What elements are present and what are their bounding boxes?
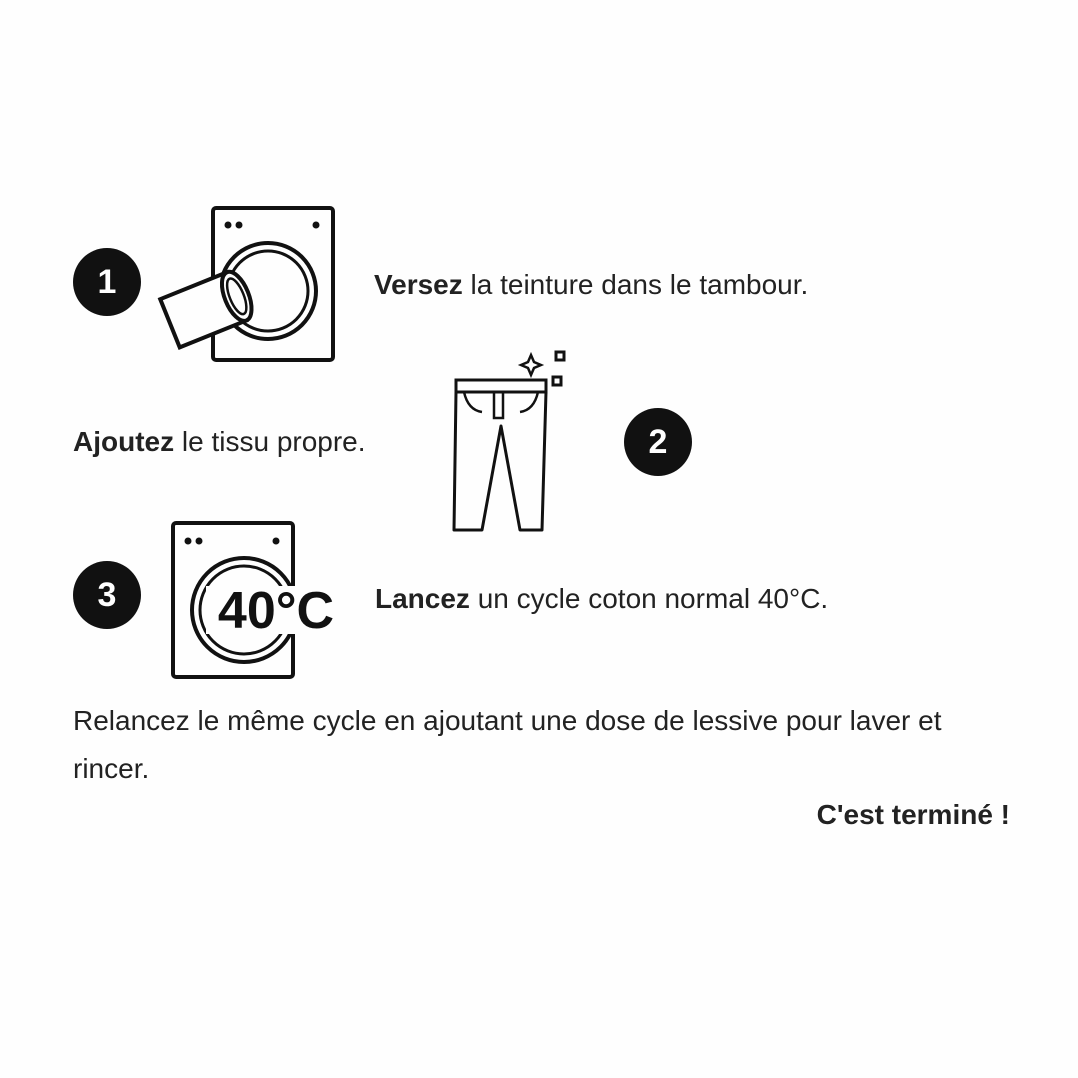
washing-machine-40c-icon [170,520,355,682]
step-2-text [73,425,366,459]
step-3-text [375,582,828,616]
step-number: 3 [97,575,117,614]
step-number: 2 [648,422,668,461]
step-1-text [374,268,808,302]
clean-pants-icon [450,348,575,533]
step-3-badge [73,561,141,629]
step-3-bold: Lancez [375,583,470,614]
step-3-rest: un cycle coton normal 40°C. [469,583,829,614]
washing-machine-pour-icon [165,205,340,367]
step-number: 1 [97,262,117,301]
closing-text: C'est terminé ! [816,799,1010,830]
step-1-rest: la teinture dans le tambour. [462,269,809,300]
step-2-bold: Ajoutez [73,426,175,457]
step-1-badge [73,248,141,316]
step-2-rest: le tissu propre. [174,426,366,457]
step-2-badge [624,408,692,476]
step-1-bold: Versez [374,269,463,300]
temperature-label: 40°C [217,582,335,640]
final-paragraph: Relancez le même cycle en ajoutant une dose de lessive pour laver et rincer. [73,705,942,784]
